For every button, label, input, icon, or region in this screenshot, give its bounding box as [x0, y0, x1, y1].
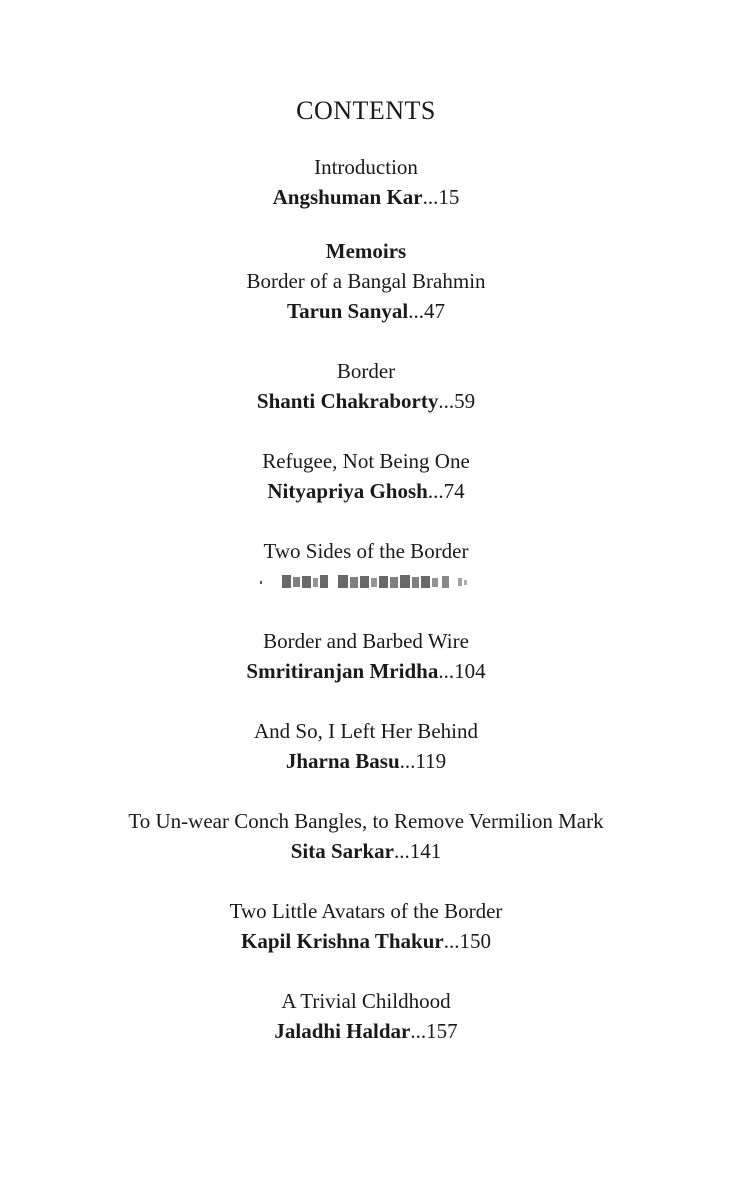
smudged-author-line — [0, 566, 732, 596]
toc-entry-introduction — [0, 152, 732, 212]
entry-author-line — [0, 746, 732, 776]
entry-author: Jaladhi Haldar — [274, 1019, 411, 1043]
entry-page-number: ...104 — [438, 659, 486, 683]
entry-author-line — [0, 1016, 732, 1046]
entry-author: Shanti Chakraborty — [256, 389, 439, 413]
entry-page-number: ...74 — [427, 479, 465, 503]
entry-author-line — [0, 296, 732, 326]
entry-author: Sita Sarkar — [290, 839, 394, 863]
toc-section-memoirs — [0, 236, 732, 266]
entry-title: Two Little Avatars of the Border — [229, 899, 503, 923]
entry-author: Kapil Krishna Thakur — [241, 929, 444, 953]
toc-entry — [0, 896, 732, 956]
entry-title: Introduction — [314, 155, 418, 179]
entry-title: Two Sides of the Border — [263, 539, 469, 563]
entry-page-number: ...150 — [443, 929, 491, 953]
smudge-marks — [260, 572, 510, 592]
toc-entry — [0, 716, 732, 776]
toc-entry — [0, 806, 732, 866]
toc-entry — [0, 536, 732, 596]
entry-author-line — [0, 656, 732, 686]
entry-author: Nityapriya Ghosh — [267, 479, 428, 503]
entry-title: Border — [336, 359, 396, 383]
entry-title: And So, I Left Her Behind — [254, 719, 478, 743]
entry-author-line — [0, 476, 732, 506]
section-heading: Memoirs — [325, 239, 407, 263]
entry-title: Border of a Bangal Brahmin — [246, 269, 486, 293]
entry-author: Angshuman Kar — [272, 185, 423, 209]
toc-entry — [0, 266, 732, 326]
entry-title: To Un-wear Conch Bangles, to Remove Vermilion Mark — [128, 809, 604, 833]
entry-author-line — [0, 182, 732, 212]
entry-page-number: ...15 — [422, 185, 460, 209]
toc-entry — [0, 626, 732, 686]
toc-entry — [0, 986, 732, 1046]
entry-page-number: ...157 — [410, 1019, 458, 1043]
entry-author: Jharna Basu — [285, 749, 400, 773]
entry-page-number: ...119 — [399, 749, 447, 773]
entry-author-line — [0, 926, 732, 956]
contents-heading: CONTENTS — [296, 96, 436, 125]
entry-author-line — [0, 386, 732, 416]
entry-author: Smritiranjan Mridha — [246, 659, 439, 683]
entry-page-number: ...47 — [408, 299, 445, 323]
entry-author-line — [0, 836, 732, 866]
entry-title: A Trivial Childhood — [281, 989, 451, 1013]
entry-title: Border and Barbed Wire — [263, 629, 469, 653]
toc-entry — [0, 356, 732, 416]
entry-page-number: ...59 — [438, 389, 476, 413]
entry-title: Refugee, Not Being One — [262, 449, 470, 473]
entry-author: Tarun Sanyal — [287, 299, 409, 323]
entry-page-number: ...141 — [394, 839, 442, 863]
toc-entry — [0, 446, 732, 506]
